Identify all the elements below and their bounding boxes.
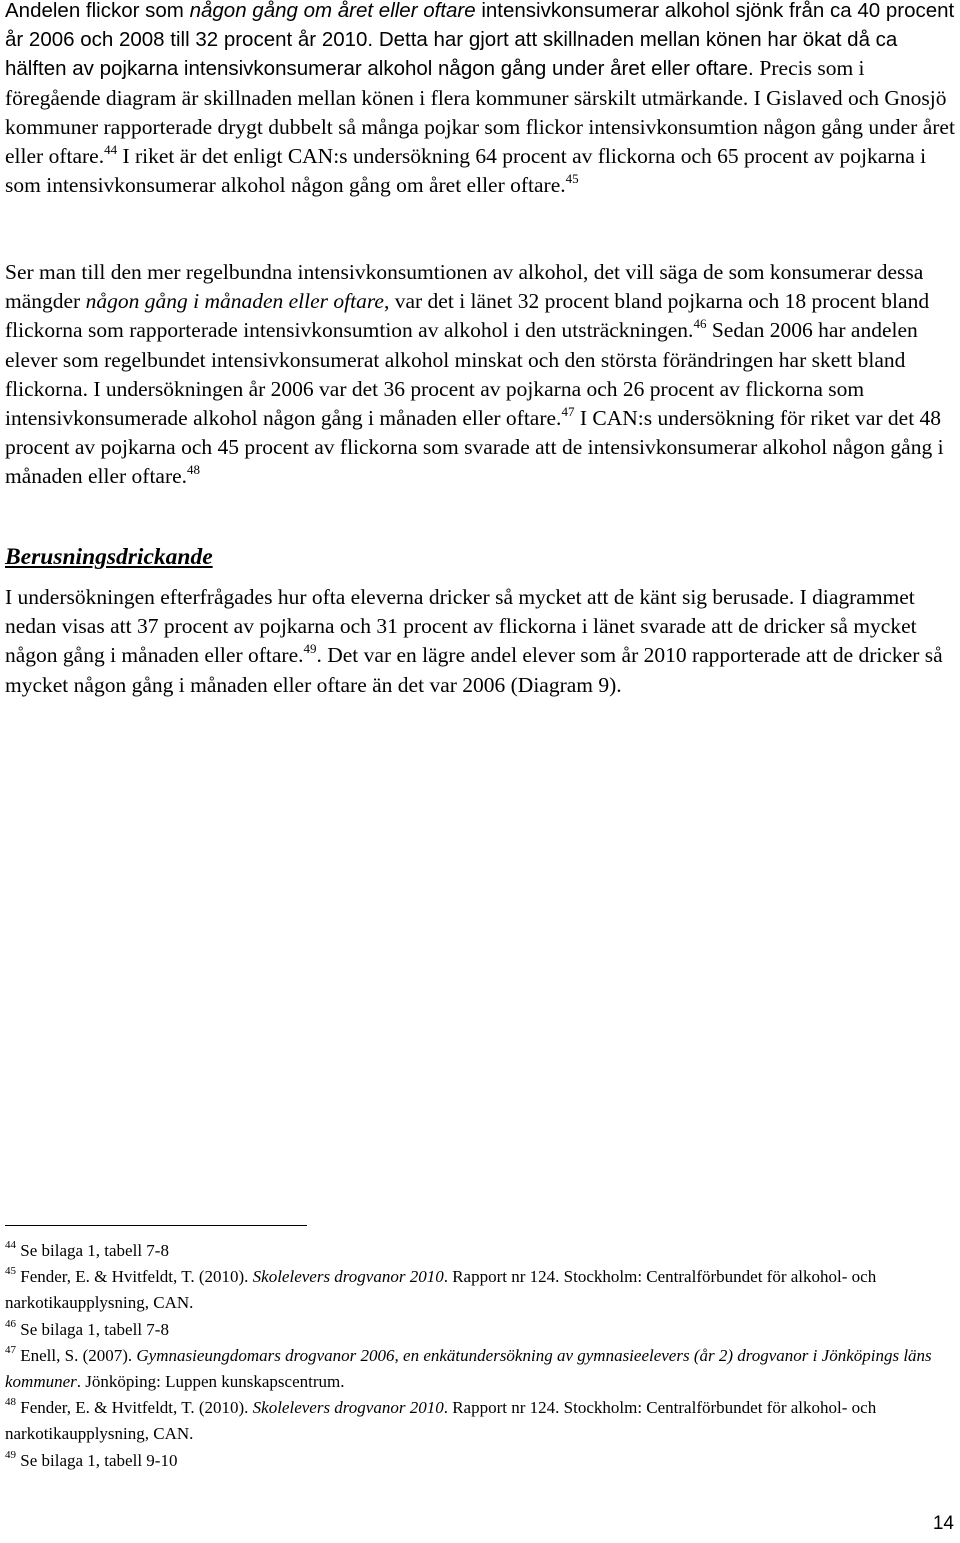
footnote-number: 46 — [5, 1317, 16, 1330]
footnote-text: Fender, E. & Hvitfeldt, T. (2010). — [16, 1267, 253, 1287]
para-1-text-a: Andelen flickor som — [5, 0, 190, 22]
footnote-ref-44: 44 — [104, 142, 118, 158]
footnote-number: 45 — [5, 1265, 16, 1278]
footnote-separator — [5, 1225, 307, 1226]
footnote-ref-48: 48 — [187, 462, 201, 478]
para-3-text-a: I undersökningen efterfrågades hur ofta eleverna dricker så mycket att de känt sig berusade. I diagrammet nedan visas att 37 procent av pojkarna och 31 procent av flickorna i länet svarade att de dricker så mycket någon gång i månaden eller oftare. — [5, 585, 917, 668]
footnote-text: Se bilaga 1, tabell 7-8 — [16, 1241, 169, 1260]
footnote-45 — [5, 1264, 957, 1316]
page-number: 14 — [932, 1513, 954, 1534]
footnote-text: . Rapport nr 124. Stockholm: Centralförbundet för alkohol- och narkotikaupplysning, CAN. — [5, 1398, 877, 1444]
footnote-title: Gymnasieungdomars drogvanor 2006, en enkätundersökning av gymnasieelevers (år 2) drogvanor i Jönköpings läns kommuner — [5, 1345, 932, 1392]
para-3-text-b: . Det var en lägre andel elever som år 2010 rapporterade att de dricker så mycket någon gång i månaden eller oftare än det var 2006 (Diagram 9). — [5, 643, 943, 697]
para-1-text-c: Precis som i föregående diagram är skillnaden mellan könen i flera kommuner särskilt utmärkande. I Gislaved och Gnosjö kommuner rapporterade drygt dubbelt så många pojkar som flickor intensivkonsumtion någon gång under året eller oftare. — [5, 56, 955, 169]
footnote-number: 44 — [5, 1239, 16, 1251]
footnote-text: . Rapport nr 124. Stockholm: Centralförbundet för alkohol- och narkotikaupplysning, CAN. — [5, 1267, 877, 1313]
footnote-ref-45: 45 — [565, 171, 579, 187]
footnote-number: 48 — [5, 1396, 16, 1409]
footnote-text: Se bilaga 1, tabell 9-10 — [16, 1450, 178, 1470]
footnote-title: Skolelevers drogvanor 2010 — [252, 1267, 444, 1287]
footnote-number: 47 — [5, 1343, 16, 1356]
footnote-text: . Jönköping: Luppen kunskapscentrum. — [76, 1372, 345, 1392]
footnote-ref-47: 47 — [561, 404, 575, 420]
para-1-text-b: intensivkonsumerar alkohol sjönk från ca 40 procent år 2006 och 2008 till 32 procent år 2010. Detta har gjort att skillnaden mellan könen har ökat då ca hälften av pojkarna intensivkonsumerar alkohol någon gång under året eller oftare. — [5, 0, 955, 81]
footnote-title: Skolelevers drogvanor 2010 — [252, 1398, 444, 1418]
footnote-text: Fender, E. & Hvitfeldt, T. (2010). — [16, 1398, 253, 1418]
footnotes — [5, 1238, 957, 1474]
para-2-emphasis: någon gång i månaden eller oftare — [85, 289, 384, 314]
footnote-44 — [5, 1238, 957, 1264]
body-paragraph-2 — [5, 258, 957, 492]
footnote-49 — [5, 1448, 957, 1474]
footnote-48 — [5, 1395, 957, 1447]
footnote-47 — [5, 1343, 957, 1395]
footnote-text: Se bilaga 1, tabell 7-8 — [16, 1319, 169, 1339]
footnote-text: Enell, S. (2007). — [16, 1345, 137, 1365]
footnote-46 — [5, 1317, 957, 1343]
para-2-text-a: Ser man till den mer regelbundna intensivkonsumtionen av alkohol, det vill säga de som konsumerar dessa mängder — [5, 260, 924, 314]
para-2-text-b: , var det i länet 32 procent bland pojkarna och 18 procent bland flickorna som rapporterade intensivkonsumtion av alkohol i den utsträckningen. — [5, 289, 930, 343]
para-1-text-d: I riket är det enligt CAN:s undersökning 64 procent av flickorna och 65 procent av pojkarna i som intensivkonsumerar alkohol någon gång om året eller oftare. — [5, 144, 927, 198]
footnote-ref-49: 49 — [303, 641, 317, 657]
footnote-ref-46: 46 — [693, 316, 707, 332]
para-2-text-d: I CAN:s undersökning för riket var det 48 procent av pojkarna och 45 procent av flickorna som svarade att de intensivkonsumerar alkohol någon gång i månaden eller oftare. — [5, 406, 944, 489]
para-1-emphasis: någon gång om året eller oftare — [189, 0, 476, 22]
para-2-text-c: Sedan 2006 har andelen elever som regelbundet intensivkonsumerat alkohol minskat och den största förändringen har skett bland flickorna. I undersökningen år 2006 var det 36 procent av pojkarna och 26 procent av flickorna som intensivkonsumerade alkohol någon gång i månaden eller oftare. — [5, 318, 918, 431]
footnote-number: 49 — [5, 1448, 16, 1461]
section-heading: Berusningsdrickande — [5, 544, 213, 570]
body-paragraph-1 — [5, 0, 957, 200]
body-paragraph-3 — [5, 583, 957, 700]
